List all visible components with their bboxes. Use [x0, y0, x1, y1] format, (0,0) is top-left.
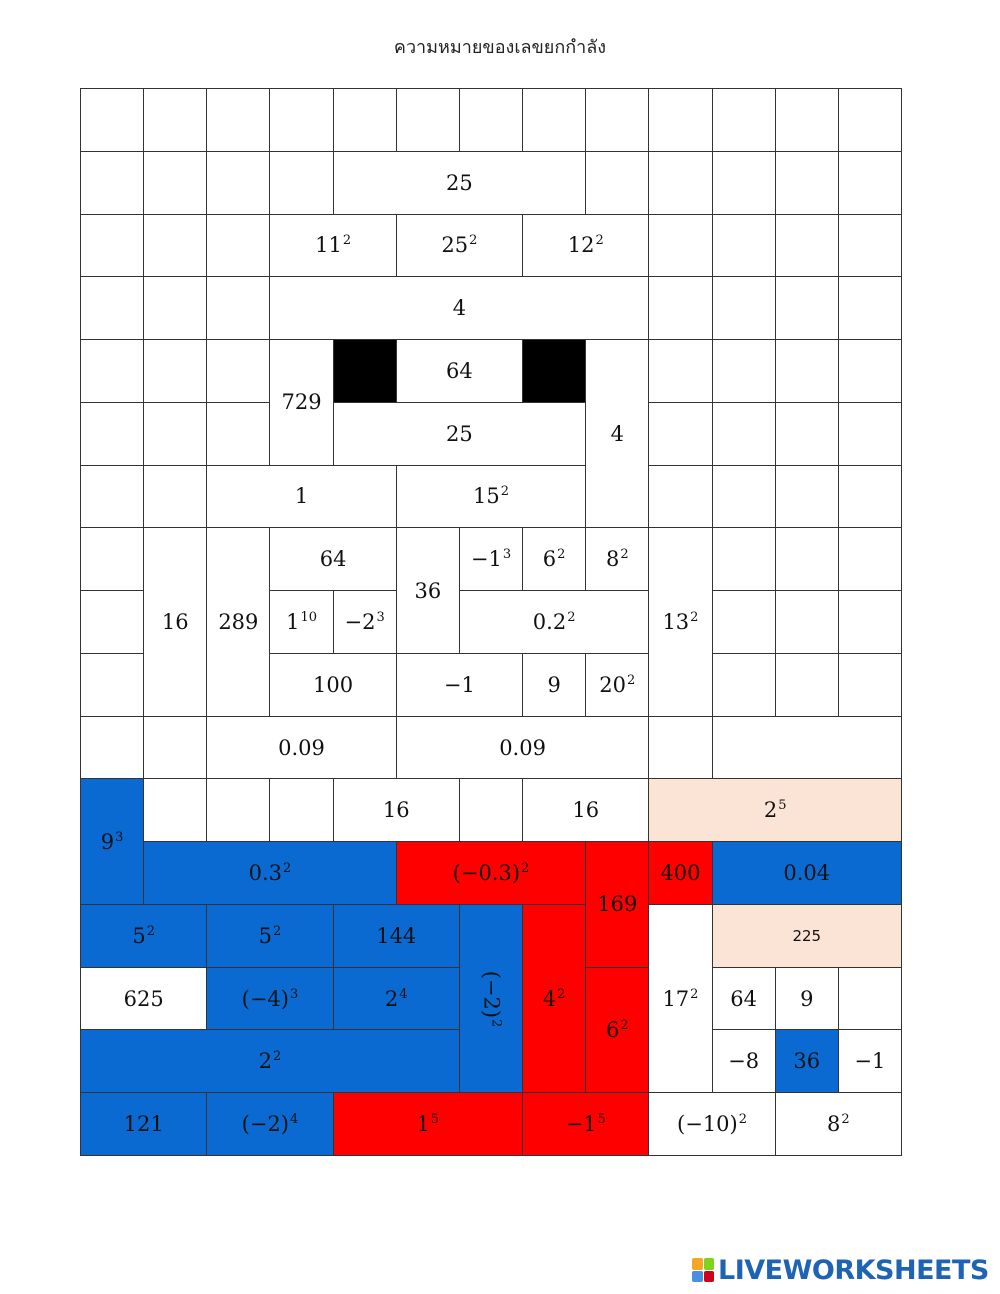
- number-block: [585, 841, 649, 968]
- block-base: 2: [763, 798, 778, 823]
- number-block: [80, 967, 207, 1031]
- block-value: [132, 924, 155, 948]
- grid-cell: [585, 151, 649, 215]
- grid-cell: [206, 88, 270, 152]
- block-value: [320, 547, 347, 571]
- block-value: [783, 861, 830, 885]
- number-block: [206, 904, 333, 968]
- number-block: [206, 465, 396, 529]
- number-block: [396, 841, 586, 905]
- block-value: [662, 987, 698, 1011]
- grid-cell: [648, 88, 712, 152]
- block-value: [446, 171, 473, 195]
- block-base: (−2): [241, 1112, 289, 1137]
- block-base: 0.09: [278, 735, 325, 760]
- block-base: 0.2: [532, 609, 567, 634]
- grid-cell: [80, 527, 144, 591]
- block-base: −8: [728, 1049, 760, 1074]
- number-block: [396, 653, 523, 717]
- block-exponent: 2: [557, 986, 566, 1002]
- number-block: [396, 716, 650, 780]
- number-block: [522, 1092, 649, 1156]
- block-exponent: 2: [567, 609, 576, 625]
- grid-cell: [80, 716, 144, 780]
- number-block: [206, 527, 270, 716]
- number-block: [585, 339, 649, 528]
- block-value: [800, 987, 813, 1011]
- grid-cell: [80, 402, 144, 466]
- block-exponent: 4: [289, 1112, 299, 1128]
- number-block: [333, 590, 397, 654]
- block-value: [533, 610, 576, 634]
- logo-square: [704, 1258, 715, 1270]
- grid-cell: [838, 527, 902, 591]
- block-value: [543, 987, 566, 1011]
- grid-cell: [775, 276, 839, 340]
- liveworksheets-logo-icon: [692, 1258, 714, 1282]
- number-block: [206, 1092, 333, 1156]
- number-block: [333, 151, 587, 215]
- block-base: 11: [315, 233, 342, 258]
- block-value: [242, 987, 299, 1011]
- grid-cell: [143, 402, 207, 466]
- number-block: [522, 339, 586, 403]
- block-base: −2: [344, 609, 376, 634]
- block-base: 4: [452, 296, 467, 321]
- number-block: [80, 904, 207, 968]
- block-value: [660, 861, 700, 885]
- number-block: [648, 1092, 775, 1156]
- grid-cell: [269, 151, 333, 215]
- grid-cell: [775, 653, 839, 717]
- block-base: 12: [567, 233, 595, 258]
- number-block: [333, 904, 460, 968]
- grid-cell: [206, 214, 270, 278]
- number-block: [712, 841, 902, 905]
- grid-cell: [80, 214, 144, 278]
- block-base: 5: [132, 923, 146, 948]
- block-value: [383, 798, 410, 822]
- block-value: [606, 1018, 629, 1042]
- grid-cell: [269, 88, 333, 152]
- block-value: [662, 610, 698, 634]
- number-block: [396, 214, 523, 278]
- block-value: [793, 1049, 820, 1073]
- grid-cell: [80, 339, 144, 403]
- block-exponent: 2: [487, 1018, 503, 1027]
- grid-cell: [648, 402, 712, 466]
- grid-cell: [775, 214, 839, 278]
- grid-cell: [838, 653, 902, 717]
- grid-cell: [648, 214, 712, 278]
- grid-cell: [648, 465, 712, 529]
- block-base: 16: [382, 798, 410, 823]
- block-value: [286, 610, 317, 634]
- block-base: 13: [662, 609, 690, 634]
- number-block: [585, 527, 649, 591]
- block-base: −1: [443, 672, 475, 697]
- block-base: 64: [319, 547, 347, 572]
- block-value: [446, 422, 473, 446]
- block-value: [249, 861, 292, 885]
- grid-cell: [143, 214, 207, 278]
- block-exponent: 2: [620, 1017, 629, 1033]
- block-base: 0.04: [783, 861, 831, 886]
- block-base: 8: [827, 1112, 841, 1137]
- block-base: 5: [258, 923, 272, 948]
- grid-cell: [143, 465, 207, 529]
- block-value: [854, 1049, 885, 1073]
- block-base: (−0.3): [452, 861, 521, 886]
- grid-cell: [712, 88, 776, 152]
- grid-cell: [838, 151, 902, 215]
- grid-cell: [838, 276, 902, 340]
- grid-cell: [143, 88, 207, 152]
- block-base: 169: [597, 892, 638, 917]
- number-block: [585, 967, 649, 1094]
- number-block: [775, 1029, 839, 1093]
- grid-cell: [838, 214, 902, 278]
- block-base: 4: [610, 421, 624, 446]
- number-block: [775, 967, 839, 1031]
- block-value: [313, 673, 353, 697]
- block-base: −1: [854, 1049, 886, 1074]
- block-base: 25: [446, 421, 473, 446]
- block-base: 17: [662, 986, 690, 1011]
- block-value: [543, 547, 566, 571]
- grid-cell: [712, 276, 776, 340]
- block-base: 2: [384, 986, 399, 1011]
- block-exponent: 4: [399, 986, 408, 1002]
- number-block: [712, 904, 902, 968]
- logo-text: LIVEWORKSHEETS: [718, 1254, 989, 1286]
- number-block: [648, 841, 712, 905]
- block-base: (−2): [478, 970, 503, 1018]
- grid-cell: [396, 88, 460, 152]
- block-exponent: 2: [620, 547, 629, 563]
- block-value: [414, 579, 441, 603]
- block-exponent: 2: [627, 672, 636, 688]
- block-value: [547, 673, 560, 697]
- block-value: [242, 1112, 299, 1136]
- block-exponent: 2: [738, 1112, 748, 1128]
- block-value: [345, 610, 385, 634]
- block-value: [446, 359, 473, 383]
- grid-cell: [712, 214, 776, 278]
- block-value: [471, 547, 511, 571]
- grid-cell: [712, 151, 776, 215]
- block-value: [611, 422, 624, 446]
- grid-cell: [206, 778, 270, 842]
- block-exponent: 5: [430, 1112, 440, 1128]
- block-exponent: 3: [502, 547, 512, 563]
- block-value: [162, 610, 189, 634]
- block-base: 64: [446, 358, 473, 383]
- block-value: [441, 233, 477, 257]
- grid-cell: [775, 402, 839, 466]
- block-exponent: 2: [146, 923, 155, 939]
- block-base: 36: [793, 1049, 821, 1074]
- block-value: [444, 673, 475, 697]
- block-base: 6: [605, 1017, 620, 1042]
- number-block: [459, 527, 523, 591]
- grid-cell: [648, 716, 712, 780]
- number-block: [143, 841, 397, 905]
- grid-cell: [143, 778, 207, 842]
- block-base: 15: [472, 484, 500, 509]
- block-value: [295, 484, 308, 508]
- number-grid: [80, 88, 901, 1155]
- number-block: [269, 653, 396, 717]
- block-base: 144: [376, 923, 417, 948]
- grid-cell: [712, 402, 776, 466]
- worksheet-title: ความหมายของเลขยกกำลัง: [393, 37, 607, 58]
- number-block: [396, 465, 586, 529]
- number-block: [838, 1029, 902, 1093]
- block-value: [385, 987, 408, 1011]
- number-block: [648, 778, 902, 842]
- grid-cell: [143, 339, 207, 403]
- block-value: [259, 924, 282, 948]
- block-value: [572, 798, 599, 822]
- block-value: [281, 390, 321, 414]
- block-value: [606, 547, 629, 571]
- grid-cell: [648, 151, 712, 215]
- grid-cell: [333, 88, 397, 152]
- number-block: [585, 653, 649, 717]
- grid-cell: [648, 276, 712, 340]
- block-exponent: 2: [521, 861, 530, 877]
- block-value: [417, 1112, 440, 1136]
- block-base: 0.09: [499, 735, 546, 760]
- grid-cell: [80, 151, 144, 215]
- block-value: [499, 736, 546, 760]
- number-block: [80, 1029, 460, 1093]
- grid-cell: [712, 590, 776, 654]
- grid-cell: [80, 276, 144, 340]
- block-exponent: 3: [115, 829, 124, 845]
- block-base: 1: [294, 484, 309, 509]
- block-base: 289: [218, 609, 259, 634]
- block-exponent: 2: [283, 861, 292, 877]
- grid-cell: [838, 465, 902, 529]
- grid-cell: [648, 339, 712, 403]
- block-value: [730, 987, 757, 1011]
- block-exponent: 3: [376, 609, 385, 625]
- block-exponent: 2: [690, 609, 699, 625]
- grid-cell: [80, 465, 144, 529]
- grid-cell: [712, 465, 776, 529]
- block-base: 0.3: [248, 861, 282, 886]
- block-base: 2: [258, 1049, 272, 1074]
- number-block: [333, 339, 397, 403]
- block-base: 64: [730, 986, 757, 1011]
- grid-cell: [775, 339, 839, 403]
- block-exponent: 2: [342, 233, 352, 249]
- block-base: 121: [123, 1112, 164, 1137]
- grid-cell: [206, 402, 270, 466]
- grid-cell: [775, 590, 839, 654]
- block-base: 225: [792, 926, 822, 945]
- block-value: [827, 1112, 850, 1136]
- block-value: [453, 861, 530, 885]
- block-value: [568, 233, 604, 257]
- block-value: [101, 830, 124, 854]
- grid-cell: [522, 88, 586, 152]
- grid-cell: [775, 465, 839, 529]
- grid-cell: [775, 88, 839, 152]
- grid-cell: [775, 151, 839, 215]
- number-block: [333, 778, 460, 842]
- block-base: 16: [572, 798, 600, 823]
- number-block: [269, 214, 396, 278]
- block-base: 9: [547, 672, 561, 697]
- block-value: [728, 1049, 759, 1073]
- number-block: [396, 527, 460, 654]
- grid-cell: [459, 778, 523, 842]
- block-value: [764, 798, 787, 822]
- block-value: [792, 927, 821, 945]
- grid-cell: [206, 276, 270, 340]
- grid-cell: [775, 527, 839, 591]
- block-base: 1: [416, 1112, 430, 1137]
- block-value: [597, 892, 637, 916]
- number-block: [648, 527, 712, 716]
- grid-cell: [269, 778, 333, 842]
- number-block: [206, 716, 396, 780]
- number-block: [522, 653, 586, 717]
- grid-cell: [143, 716, 207, 780]
- block-base: 1: [286, 609, 300, 634]
- block-exponent: 5: [778, 798, 787, 814]
- number-block: [648, 904, 712, 1093]
- block-value: [218, 610, 258, 634]
- block-value: [677, 1112, 747, 1136]
- block-exponent: 2: [500, 484, 509, 500]
- block-base: −1: [565, 1112, 597, 1137]
- number-block: [269, 590, 333, 654]
- block-exponent: 2: [841, 1112, 850, 1128]
- block-value: [566, 1112, 606, 1136]
- block-base: 25: [441, 233, 469, 258]
- liveworksheets-logo: [692, 1254, 989, 1286]
- number-block: [80, 778, 144, 905]
- number-block: [712, 967, 776, 1031]
- number-block: [522, 904, 586, 1093]
- number-block: [206, 967, 333, 1031]
- number-block: [459, 904, 523, 1093]
- grid-cell: [143, 151, 207, 215]
- block-base: 20: [599, 672, 627, 697]
- block-value: [453, 296, 466, 320]
- number-block: [396, 339, 523, 403]
- number-block: [333, 967, 460, 1031]
- block-base: 400: [660, 861, 701, 886]
- block-exponent: 2: [469, 233, 478, 249]
- block-base: 9: [100, 829, 115, 854]
- block-base: 25: [446, 170, 473, 195]
- grid-cell: [712, 339, 776, 403]
- block-value: [376, 924, 416, 948]
- grid-cell: [838, 339, 902, 403]
- block-base: −1: [470, 547, 502, 572]
- logo-square: [692, 1271, 703, 1283]
- grid-cell: [838, 88, 902, 152]
- block-value: [599, 673, 635, 697]
- block-base: 625: [123, 986, 164, 1011]
- number-block: [80, 1092, 207, 1156]
- number-block: [143, 527, 207, 716]
- grid-cell: [143, 276, 207, 340]
- block-value: [278, 736, 325, 760]
- grid-cell: [80, 653, 144, 717]
- block-value: [315, 233, 351, 257]
- number-block: [775, 1092, 902, 1156]
- number-block: [522, 214, 649, 278]
- number-block: [459, 590, 649, 654]
- number-block: [333, 1092, 523, 1156]
- block-exponent: 5: [597, 1112, 606, 1128]
- block-exponent: 2: [690, 986, 699, 1002]
- grid-cell: [80, 88, 144, 152]
- number-block: [269, 339, 333, 466]
- number-block: [522, 527, 586, 591]
- grid-cell: [838, 967, 902, 1031]
- block-base: 9: [800, 986, 814, 1011]
- block-exponent: 2: [557, 547, 566, 563]
- block-value: [124, 987, 164, 1011]
- block-base: 729: [281, 390, 322, 415]
- number-block: [333, 402, 587, 466]
- block-value: [479, 970, 503, 1027]
- block-base: 36: [414, 578, 442, 603]
- logo-square: [704, 1271, 715, 1283]
- block-base: 4: [542, 986, 557, 1011]
- block-exponent: 2: [595, 233, 604, 249]
- block-exponent: 3: [289, 986, 299, 1002]
- block-base: (−10): [677, 1112, 738, 1137]
- block-value: [124, 1112, 164, 1136]
- number-block: [522, 778, 649, 842]
- grid-cell: [838, 590, 902, 654]
- grid-cell: [712, 653, 776, 717]
- block-base: 16: [161, 609, 189, 634]
- grid-cell: [80, 590, 144, 654]
- number-block: [712, 716, 902, 780]
- logo-square: [692, 1258, 703, 1270]
- block-base: (−4): [241, 986, 289, 1011]
- number-block: [269, 276, 649, 340]
- block-exponent: 10: [300, 609, 317, 625]
- block-base: 6: [542, 547, 557, 572]
- number-block: [712, 1029, 776, 1093]
- block-base: 8: [605, 547, 620, 572]
- block-base: 100: [313, 672, 354, 697]
- number-block: [269, 527, 396, 591]
- grid-cell: [206, 339, 270, 403]
- grid-cell: [838, 402, 902, 466]
- block-exponent: 2: [273, 1049, 282, 1065]
- grid-cell: [712, 527, 776, 591]
- block-exponent: 2: [272, 923, 282, 939]
- grid-cell: [206, 151, 270, 215]
- grid-cell: [585, 88, 649, 152]
- block-value: [473, 484, 509, 508]
- block-value: [259, 1049, 282, 1073]
- grid-cell: [459, 88, 523, 152]
